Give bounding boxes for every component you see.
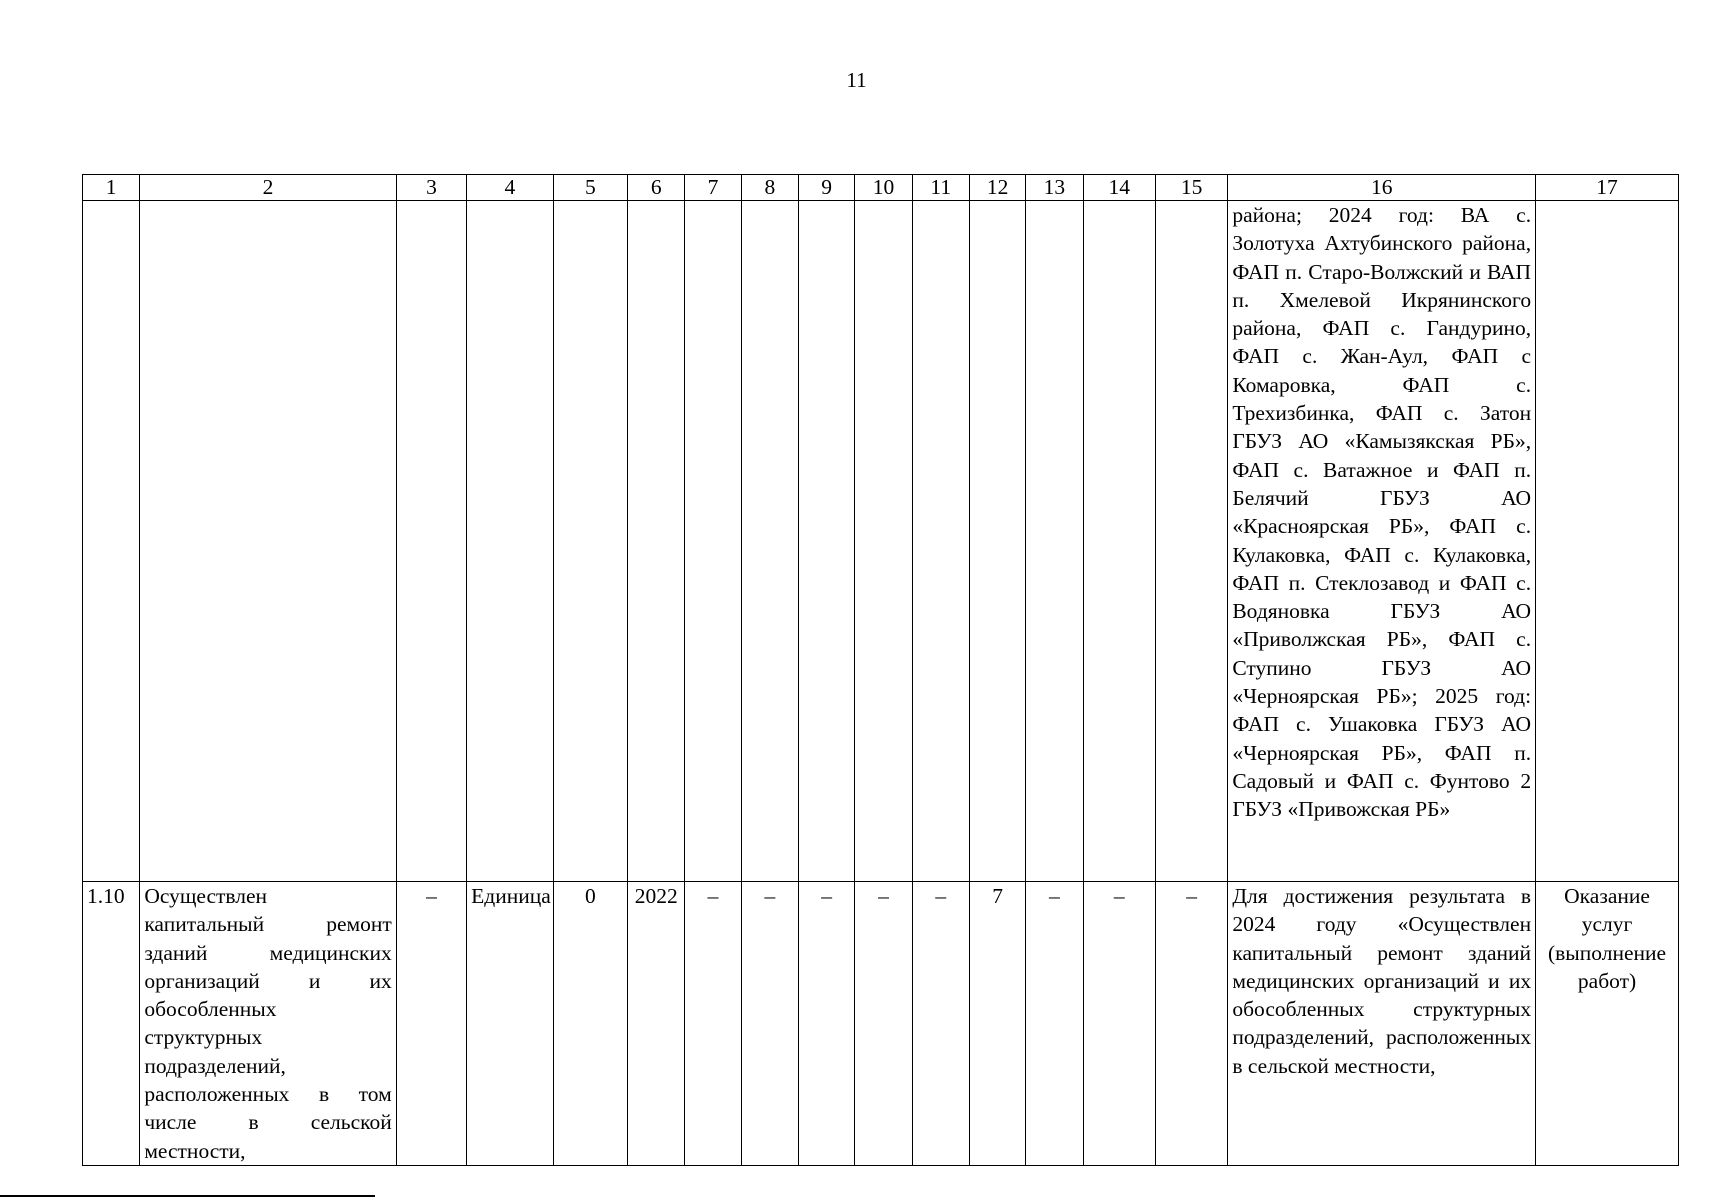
column-header: 1 [83, 175, 140, 201]
table-row-continuation [83, 201, 1679, 882]
column-header: 5 [553, 175, 627, 201]
column-header: 14 [1083, 175, 1155, 201]
cell-col10: – [855, 882, 912, 1166]
column-header: 7 [685, 175, 741, 201]
indicator-table [82, 174, 1679, 1166]
column-header: 4 [467, 175, 553, 201]
column-number-row [83, 175, 1679, 201]
column-header: 16 [1228, 175, 1536, 201]
column-header: 17 [1536, 175, 1679, 201]
cell-col8: – [741, 882, 798, 1166]
cell-col9: – [798, 882, 854, 1166]
page-number: 11 [846, 68, 867, 92]
cell-base-value: 0 [553, 882, 627, 1166]
cell-col16-description: Для достижения результата в 2024 году «Осуществлен капитальный ремонт зданий медицинских организаций и их обособленных структурных подразделений, расположенных в сельской местности, [1228, 882, 1536, 1166]
column-header: 12 [969, 175, 1025, 201]
cell-base-year: 2022 [628, 882, 685, 1166]
cell-col15: – [1155, 882, 1227, 1166]
cell-col12: 7 [969, 882, 1025, 1166]
table-row-1-10 [83, 882, 1679, 1166]
column-header: 13 [1026, 175, 1083, 201]
cell-col7: – [685, 882, 741, 1166]
cell-col3: – [396, 882, 466, 1166]
column-header: 8 [741, 175, 798, 201]
column-header: 9 [798, 175, 854, 201]
cell-item-number: 1.10 [83, 882, 140, 1166]
cell-col11: – [912, 882, 969, 1166]
cell-result-type: Оказание услуг (выполнение работ) [1536, 882, 1679, 1166]
cell-col13: – [1026, 882, 1083, 1166]
cell-unit: Единица [467, 882, 553, 1166]
footnote-separator [0, 1195, 375, 1197]
column-header: 11 [912, 175, 969, 201]
column-header: 10 [855, 175, 912, 201]
cell-col16-facility-list: района; 2024 год: ВА с. Золотуха Ахтубинского района, ФАП п. Старо-Волжский и ВАП п. Хмелевой Икрянинского района, ФАП с. Гандурино, ФАП с. Жан-Аул, ФАП с Комаровка, ФАП с. Трехизбинка, ФАП с. Затон ГБУЗ АО «Камызякская РБ», ФАП с. Ватажное и ФАП п. Белячий ГБУЗ АО «Красноярская РБ», ФАП с. Кулаковка, ФАП с. Кулаковка, ФАП п. Стеклозавод и ФАП с. Водяновка ГБУЗ АО «Приволжская РБ», ФАП с. Ступино ГБУЗ АО «Черноярская РБ»; 2025 год: ФАП с. Ушаковка ГБУЗ АО «Черноярская РБ», ФАП п. Садовый и ФАП с. Фунтово 2 ГБУЗ «Привожская РБ» [1228, 201, 1536, 882]
column-header: 2 [140, 175, 396, 201]
cell-col14: – [1083, 882, 1155, 1166]
column-header: 15 [1155, 175, 1227, 201]
cell-result-name: Осуществлен капитальный ремонт зданий медицинских организаций и их обособленных структурных подразделений, расположенных в том числе в сельской местности, [140, 882, 396, 1166]
column-header: 6 [628, 175, 685, 201]
column-header: 3 [396, 175, 466, 201]
